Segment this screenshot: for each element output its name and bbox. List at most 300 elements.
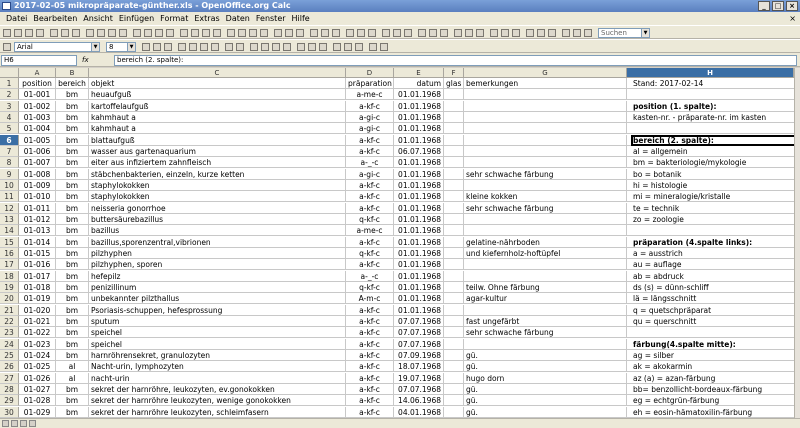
cell-h[interactable]: Stand: 2017-02-14 — [631, 78, 794, 89]
format-icon[interactable] — [319, 43, 327, 51]
cell-e[interactable]: 07.07.1968 — [394, 384, 444, 395]
format-icon[interactable] — [272, 43, 280, 51]
cell-g[interactable]: und kiefernholz-hoftüpfel — [464, 248, 627, 259]
chevron-down-icon[interactable]: ▼ — [641, 29, 649, 37]
column-header-b[interactable]: B — [56, 68, 89, 78]
cell-g[interactable]: fast ungefärbt — [464, 316, 627, 327]
cell-b[interactable]: bm — [56, 305, 89, 316]
cell-c[interactable]: staphylokokken — [89, 180, 346, 191]
cell-f[interactable] — [444, 373, 464, 384]
cell-h[interactable]: bm = bakteriologie/mykologie — [631, 157, 794, 168]
cell-g[interactable] — [464, 214, 627, 225]
cell-e[interactable]: 07.07.1968 — [394, 316, 444, 327]
cell-b[interactable]: bm — [56, 248, 89, 259]
cell-f[interactable] — [444, 146, 464, 157]
cell-f[interactable] — [444, 237, 464, 248]
cell-c[interactable]: neisseria gonorrhoe — [89, 203, 346, 214]
toolbar-icon[interactable] — [382, 29, 390, 37]
cell-e[interactable]: 01.01.1968 — [394, 112, 444, 123]
cell-c[interactable]: sekret der harnröhre leukozyten, schleimfasern — [89, 407, 346, 418]
cell-a[interactable]: 01-021 — [19, 316, 56, 327]
toolbar-icon[interactable] — [249, 29, 257, 37]
cell-g[interactable] — [464, 271, 627, 282]
cell-g[interactable]: gü. — [464, 395, 627, 406]
toolbar-icon[interactable] — [501, 29, 509, 37]
cell-d[interactable]: a-me-c — [346, 89, 394, 100]
cell-g[interactable]: gü. — [464, 361, 627, 372]
cell-h[interactable]: eh = eosin-hämatoxilin-färbung — [631, 407, 794, 418]
cell-d[interactable]: a-kf-c — [346, 373, 394, 384]
cell-a[interactable]: 01-025 — [19, 361, 56, 372]
next-sheet-icon[interactable] — [20, 420, 27, 427]
row-header[interactable]: 20 — [0, 293, 19, 304]
cell-g[interactable]: sehr schwache färbung — [464, 203, 627, 214]
menu-item-4[interactable]: Format — [160, 14, 189, 23]
cell-h[interactable]: bb= benzollicht-bordeaux-färbung — [631, 384, 794, 395]
toolbar-icon[interactable] — [573, 29, 581, 37]
cell-e[interactable]: 01.01.1968 — [394, 214, 444, 225]
cell-e[interactable]: 07.07.1968 — [394, 339, 444, 350]
cell-b[interactable]: bm — [56, 180, 89, 191]
cell-h[interactable]: qu = querschnitt — [631, 316, 794, 327]
format-icon[interactable] — [225, 43, 233, 51]
toolbar-icon[interactable] — [321, 29, 329, 37]
cell-c[interactable]: unbekannter pilzthallus — [89, 293, 346, 304]
cell-a[interactable]: 01-003 — [19, 112, 56, 123]
cell-e[interactable]: 01.01.1968 — [394, 101, 444, 112]
cell-d[interactable]: a-kf-c — [346, 384, 394, 395]
cell-f[interactable] — [444, 339, 464, 350]
cell-h[interactable] — [631, 123, 794, 134]
cell-g[interactable] — [464, 305, 627, 316]
cell-d[interactable]: a-kf-c — [346, 407, 394, 418]
cell-c[interactable]: eiter aus infiziertem zahnfleisch — [89, 157, 346, 168]
row-header[interactable]: 16 — [0, 248, 19, 259]
cell-g[interactable] — [464, 157, 627, 168]
cell-a[interactable]: 01-005 — [19, 135, 56, 146]
cell-a[interactable]: 01-013 — [19, 225, 56, 236]
cell-reference[interactable]: H6 — [4, 56, 14, 64]
cell-c[interactable]: staphylokokken — [89, 191, 346, 202]
cell-h[interactable]: a = ausstrich — [631, 248, 794, 259]
cell-a[interactable]: 01-023 — [19, 339, 56, 350]
format-icon[interactable] — [189, 43, 197, 51]
cell-a[interactable]: 01-027 — [19, 384, 56, 395]
cell-d[interactable]: präparation — [346, 78, 394, 89]
toolbar-icon[interactable] — [108, 29, 116, 37]
cell-f[interactable] — [444, 89, 464, 100]
cell-e[interactable]: 01.01.1968 — [394, 305, 444, 316]
row-header[interactable]: 29 — [0, 395, 19, 406]
cell-h[interactable]: färbung(4.spalte mitte): — [631, 339, 794, 350]
format-icon[interactable] — [142, 43, 150, 51]
formula-content[interactable]: bereich (2. spalte): — [117, 56, 184, 64]
search-field[interactable] — [598, 28, 650, 38]
cell-d[interactable]: a-kf-c — [346, 135, 394, 146]
cell-e[interactable]: 01.01.1968 — [394, 225, 444, 236]
menu-item-5[interactable]: Extras — [194, 14, 220, 23]
column-header-f[interactable]: F — [444, 68, 464, 78]
cell-f[interactable] — [444, 248, 464, 259]
cell-e[interactable]: 01.01.1968 — [394, 169, 444, 180]
format-icon[interactable] — [200, 43, 208, 51]
cell-e[interactable]: 19.07.1968 — [394, 373, 444, 384]
cell-c[interactable]: hefepilz — [89, 271, 346, 282]
cell-d[interactable]: a-gi-c — [346, 123, 394, 134]
column-header-c[interactable]: C — [89, 68, 346, 78]
cell-b[interactable]: bm — [56, 157, 89, 168]
cell-h[interactable]: mi = mineralogie/kristalle — [631, 191, 794, 202]
cell-h[interactable]: ak = akokarmin — [631, 361, 794, 372]
cell-b[interactable]: bm — [56, 225, 89, 236]
row-header[interactable]: 4 — [0, 112, 19, 123]
toolbar-icon[interactable] — [332, 29, 340, 37]
cell-h[interactable]: q = quetschpräparat — [631, 305, 794, 316]
toolbar-icon[interactable] — [238, 29, 246, 37]
column-header-e[interactable]: E — [394, 68, 444, 78]
cell-d[interactable]: q-kf-c — [346, 248, 394, 259]
cell-e[interactable]: 01.01.1968 — [394, 203, 444, 214]
cell-d[interactable]: a-kf-c — [346, 395, 394, 406]
cell-e[interactable]: 01.01.1968 — [394, 259, 444, 270]
cell-h[interactable]: position (1. spalte): — [631, 101, 794, 112]
cell-f[interactable] — [444, 259, 464, 270]
cell-b[interactable]: bm — [56, 259, 89, 270]
cell-c[interactable]: speichel — [89, 327, 346, 338]
row-header[interactable]: 8 — [0, 157, 19, 168]
close-button[interactable]: × — [786, 1, 798, 11]
cell-c[interactable]: speichel — [89, 339, 346, 350]
cell-h[interactable]: al = allgemein — [631, 146, 794, 157]
toolbar-icon[interactable] — [144, 29, 152, 37]
row-header[interactable]: 30 — [0, 407, 19, 418]
cell-g[interactable]: hugo dorn — [464, 373, 627, 384]
toolbar-icon[interactable] — [97, 29, 105, 37]
cell-b[interactable]: bm — [56, 395, 89, 406]
toolbar-icon[interactable] — [357, 29, 365, 37]
cell-d[interactable]: a-kf-c — [346, 327, 394, 338]
cell-b[interactable]: bm — [56, 112, 89, 123]
toolbar-icon[interactable] — [133, 29, 141, 37]
row-header[interactable]: 14 — [0, 225, 19, 236]
toolbar-icon[interactable] — [202, 29, 210, 37]
cell-b[interactable]: bm — [56, 237, 89, 248]
cell-h[interactable]: bereich (2. spalte): — [631, 135, 794, 146]
format-icon[interactable] — [164, 43, 172, 51]
toolbar-icon[interactable] — [285, 29, 293, 37]
cell-g[interactable]: gü. — [464, 384, 627, 395]
column-header-g[interactable]: G — [464, 68, 627, 78]
toolbar-icon[interactable] — [404, 29, 412, 37]
cell-f[interactable] — [444, 191, 464, 202]
cell-a[interactable]: 01-019 — [19, 293, 56, 304]
cell-b[interactable]: bm — [56, 293, 89, 304]
cell-f[interactable] — [444, 305, 464, 316]
cell-a[interactable]: 01-017 — [19, 271, 56, 282]
cell-c[interactable]: bazillus — [89, 225, 346, 236]
row-header[interactable]: 11 — [0, 191, 19, 202]
cell-e[interactable]: 01.01.1968 — [394, 180, 444, 191]
cell-e[interactable]: 06.07.1968 — [394, 146, 444, 157]
row-header[interactable]: 24 — [0, 339, 19, 350]
toolbar-icon[interactable] — [227, 29, 235, 37]
cell-f[interactable] — [444, 180, 464, 191]
cell-a[interactable]: position — [19, 78, 56, 89]
row-header[interactable]: 1 — [0, 78, 19, 89]
toolbar-icon[interactable] — [72, 29, 80, 37]
cell-f[interactable] — [444, 271, 464, 282]
format-icon[interactable] — [369, 43, 377, 51]
cell-f[interactable] — [444, 169, 464, 180]
toolbar-icon[interactable] — [537, 29, 545, 37]
cell-g[interactable]: sehr schwache färbung — [464, 327, 627, 338]
cell-g[interactable] — [464, 180, 627, 191]
cell-c[interactable]: kahmhaut a — [89, 123, 346, 134]
cell-f[interactable] — [444, 101, 464, 112]
cell-h[interactable]: kasten-nr. - präparate-nr. im kasten — [631, 112, 794, 123]
cell-c[interactable]: heuaufguß — [89, 89, 346, 100]
cell-c[interactable]: Nacht-urin, lymphozyten — [89, 361, 346, 372]
cell-a[interactable]: 01-026 — [19, 373, 56, 384]
cell-a[interactable]: 01-002 — [19, 101, 56, 112]
format-icon[interactable] — [355, 43, 363, 51]
cell-a[interactable]: 01-004 — [19, 123, 56, 134]
toolbar-icon[interactable] — [166, 29, 174, 37]
cell-d[interactable]: a-kf-c — [346, 361, 394, 372]
cell-b[interactable]: bm — [56, 191, 89, 202]
cell-c[interactable]: pilzhyphen — [89, 248, 346, 259]
toolbar-icon[interactable] — [36, 29, 44, 37]
vertical-scrollbar[interactable] — [794, 68, 800, 418]
cell-h[interactable]: hi = histologie — [631, 180, 794, 191]
cell-f[interactable] — [444, 112, 464, 123]
cell-e[interactable]: 07.07.1968 — [394, 327, 444, 338]
row-header[interactable]: 17 — [0, 259, 19, 270]
cell-f[interactable] — [444, 395, 464, 406]
toolbar-icon[interactable] — [50, 29, 58, 37]
cell-d[interactable]: q-kf-c — [346, 214, 394, 225]
cell-g[interactable]: gü. — [464, 350, 627, 361]
cell-h[interactable]: zo = zoologie — [631, 214, 794, 225]
maximize-button[interactable]: □ — [772, 1, 784, 11]
row-header[interactable]: 26 — [0, 361, 19, 372]
cell-d[interactable]: a-kf-c — [346, 146, 394, 157]
cell-b[interactable]: bm — [56, 135, 89, 146]
cell-c[interactable]: wasser aus gartenaquarium — [89, 146, 346, 157]
cell-e[interactable]: 01.01.1968 — [394, 237, 444, 248]
cell-c[interactable]: penizillinum — [89, 282, 346, 293]
format-icon[interactable] — [236, 43, 244, 51]
cell-a[interactable]: 01-022 — [19, 327, 56, 338]
cell-b[interactable]: bereich — [56, 78, 89, 89]
column-header-h[interactable]: H — [627, 68, 794, 78]
menu-item-0[interactable]: Datei — [6, 14, 28, 23]
cell-c[interactable]: sputum — [89, 316, 346, 327]
cell-b[interactable]: bm — [56, 123, 89, 134]
cell-c[interactable]: objekt — [89, 78, 346, 89]
cell-h[interactable] — [631, 327, 794, 338]
cell-e[interactable]: 07.09.1968 — [394, 350, 444, 361]
cell-b[interactable]: bm — [56, 350, 89, 361]
cell-h[interactable]: bo = botanik — [631, 169, 794, 180]
row-header[interactable]: 21 — [0, 305, 19, 316]
cell-d[interactable]: a-gi-c — [346, 169, 394, 180]
toolbar-icon[interactable] — [191, 29, 199, 37]
cell-f[interactable] — [444, 282, 464, 293]
toolbar-icon[interactable] — [14, 29, 22, 37]
spreadsheet-grid[interactable] — [0, 68, 794, 418]
cell-b[interactable]: bm — [56, 89, 89, 100]
cell-f[interactable] — [444, 214, 464, 225]
menu-item-8[interactable]: Hilfe — [291, 14, 310, 23]
toolbar-icon[interactable] — [119, 29, 127, 37]
cell-b[interactable]: bm — [56, 146, 89, 157]
cell-e[interactable]: 01.01.1968 — [394, 89, 444, 100]
column-header-d[interactable]: D — [346, 68, 394, 78]
cell-g[interactable]: teilw. Ohne färbung — [464, 282, 627, 293]
row-header[interactable]: 3 — [0, 101, 19, 112]
toolbar-icon[interactable] — [274, 29, 282, 37]
format-icon[interactable] — [3, 43, 11, 51]
first-sheet-icon[interactable] — [2, 420, 9, 427]
cell-e[interactable]: 01.01.1968 — [394, 157, 444, 168]
cell-h[interactable] — [631, 89, 794, 100]
cell-f[interactable] — [444, 225, 464, 236]
row-header[interactable]: 5 — [0, 123, 19, 134]
cell-g[interactable] — [464, 225, 627, 236]
close-document-icon[interactable]: × — [789, 14, 796, 23]
cell-a[interactable]: 01-010 — [19, 191, 56, 202]
cell-d[interactable]: A-m-c — [346, 293, 394, 304]
cell-c[interactable]: bazillus,sporenzentral,vibrionen — [89, 237, 346, 248]
menu-item-7[interactable]: Fenster — [255, 14, 286, 23]
cell-d[interactable]: a-kf-c — [346, 203, 394, 214]
cell-g[interactable]: sehr schwache färbung — [464, 169, 627, 180]
format-icon[interactable] — [178, 43, 186, 51]
cell-b[interactable]: bm — [56, 316, 89, 327]
cell-f[interactable] — [444, 350, 464, 361]
format-icon[interactable] — [297, 43, 305, 51]
menu-item-6[interactable]: Daten — [225, 14, 250, 23]
row-header[interactable]: 6 — [0, 135, 19, 146]
function-wizard-icon[interactable]: fx — [82, 56, 89, 64]
cell-e[interactable]: 01.01.1968 — [394, 123, 444, 134]
format-icon[interactable] — [250, 43, 258, 51]
cell-d[interactable]: a-me-c — [346, 225, 394, 236]
cell-f[interactable] — [444, 327, 464, 338]
toolbar-icon[interactable] — [418, 29, 426, 37]
cell-c[interactable]: buttersäurebazillus — [89, 214, 346, 225]
cell-a[interactable]: 01-014 — [19, 237, 56, 248]
row-header[interactable]: 9 — [0, 169, 19, 180]
cell-h[interactable]: präparation (4.spalte links): — [631, 237, 794, 248]
format-icon[interactable] — [333, 43, 341, 51]
cell-d[interactable]: a-kf-c — [346, 350, 394, 361]
cell-c[interactable]: sekret der harnröhre leukozyten, wenige gonokokken — [89, 395, 346, 406]
format-icon[interactable] — [211, 43, 219, 51]
format-icon[interactable] — [153, 43, 161, 51]
toolbar-icon[interactable] — [548, 29, 556, 37]
row-header[interactable]: 19 — [0, 282, 19, 293]
menu-item-2[interactable]: Ansicht — [83, 14, 113, 23]
cell-g[interactable] — [464, 135, 627, 146]
cell-a[interactable]: 01-029 — [19, 407, 56, 418]
cell-f[interactable] — [444, 316, 464, 327]
cell-a[interactable]: 01-028 — [19, 395, 56, 406]
cell-h[interactable]: ab = abdruck — [631, 271, 794, 282]
toolbar-icon[interactable] — [368, 29, 376, 37]
cell-c[interactable]: kahmhaut a — [89, 112, 346, 123]
row-header[interactable]: 12 — [0, 203, 19, 214]
cell-c[interactable]: Psoriasis-schuppen, hefesprossung — [89, 305, 346, 316]
toolbar-icon[interactable] — [346, 29, 354, 37]
toolbar-icon[interactable] — [260, 29, 268, 37]
horizontal-scrollbar[interactable] — [0, 418, 800, 428]
toolbar-icon[interactable] — [155, 29, 163, 37]
toolbar-icon[interactable] — [454, 29, 462, 37]
cell-g[interactable] — [464, 112, 627, 123]
font-size-value[interactable]: 8 — [109, 43, 114, 51]
format-icon[interactable] — [283, 43, 291, 51]
cell-a[interactable]: 01-008 — [19, 169, 56, 180]
cell-c[interactable]: sekret der harnröhre, leukozyten, ev.gonokokken — [89, 384, 346, 395]
cell-c[interactable]: harnröhrensekret, granulozyten — [89, 350, 346, 361]
cell-b[interactable]: bm — [56, 271, 89, 282]
cell-g[interactable]: gelatine-nährboden — [464, 237, 627, 248]
cell-g[interactable] — [464, 339, 627, 350]
cell-e[interactable]: 18.07.1968 — [394, 361, 444, 372]
toolbar-icon[interactable] — [213, 29, 221, 37]
cell-a[interactable]: 01-007 — [19, 157, 56, 168]
row-header[interactable]: 10 — [0, 180, 19, 191]
toolbar-icon[interactable] — [490, 29, 498, 37]
cell-g[interactable]: kleine kokken — [464, 191, 627, 202]
row-header[interactable]: 18 — [0, 271, 19, 282]
cell-b[interactable]: bm — [56, 282, 89, 293]
cell-d[interactable]: a-kf-c — [346, 305, 394, 316]
cell-e[interactable]: 01.01.1968 — [394, 191, 444, 202]
column-header-a[interactable]: A — [19, 68, 56, 78]
cell-h[interactable]: ds (s) = dünn-schliff — [631, 282, 794, 293]
toolbar-icon[interactable] — [25, 29, 33, 37]
cell-b[interactable]: bm — [56, 339, 89, 350]
cell-e[interactable]: 01.01.1968 — [394, 293, 444, 304]
toolbar-icon[interactable] — [465, 29, 473, 37]
cell-b[interactable]: al — [56, 361, 89, 372]
cell-b[interactable]: bm — [56, 169, 89, 180]
toolbar-icon[interactable] — [562, 29, 570, 37]
toolbar-icon[interactable] — [584, 29, 592, 37]
cell-g[interactable] — [464, 259, 627, 270]
toolbar-icon[interactable] — [180, 29, 188, 37]
last-sheet-icon[interactable] — [29, 420, 36, 427]
font-size-box[interactable] — [106, 42, 136, 52]
search-input[interactable]: Suchen — [601, 29, 627, 37]
font-name-box[interactable] — [14, 42, 100, 52]
cell-a[interactable]: 01-012 — [19, 214, 56, 225]
cell-f[interactable] — [444, 123, 464, 134]
formula-input[interactable] — [114, 55, 797, 66]
row-header[interactable]: 28 — [0, 384, 19, 395]
toolbar-icon[interactable] — [3, 29, 11, 37]
cell-d[interactable]: a-kf-c — [346, 316, 394, 327]
cell-a[interactable]: 01-015 — [19, 248, 56, 259]
cell-c[interactable]: blattaufguß — [89, 135, 346, 146]
format-icon[interactable] — [380, 43, 388, 51]
cell-h[interactable]: te = technik — [631, 203, 794, 214]
cell-b[interactable]: bm — [56, 407, 89, 418]
row-header[interactable]: 2 — [0, 89, 19, 100]
